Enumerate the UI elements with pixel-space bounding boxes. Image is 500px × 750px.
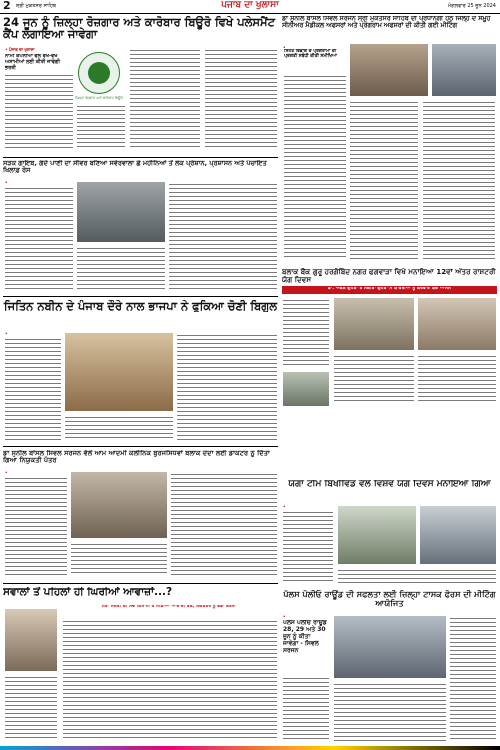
body-text — [283, 510, 333, 584]
body-text — [177, 333, 277, 441]
body-text — [65, 415, 173, 441]
divider — [3, 296, 278, 297]
page-number: 2 — [3, 0, 11, 12]
yoga-photo — [334, 298, 414, 350]
article-pulse-polio — [282, 590, 497, 745]
headline: ਡਾ ਸੁਨੀਲ ਬਾਂਸਲ ਸਿਵਲ ਸਰਜਨ ਸ੍ਰੀ ਮੁਕਤਸਰ ਸਾਹਿਬ ਦੀ ਪ੍ਰਧਾਨਗੀ ਹੇਠ ਜਿਲ੍ਹੇ ਦੇ ਸਮੂਹ ਸੀਨੀਅਰ ਮੈਡੀਕਲ ਅਫਸਰਾਂ ਅਤੇ ਪ੍ਰੋਗਰਾਮ ਅਫਸਰਾਂ ਦੀ ਕੀਤੀ ਗਈ ਮੀਟਿੰਗ — [282, 16, 491, 29]
dateline: • — [5, 470, 8, 475]
body-text — [171, 472, 277, 576]
body-text — [169, 182, 277, 291]
article-civil-surgeon-meeting — [282, 16, 497, 266]
headline: ਸਵਾਲਾਂ ਤੋਂ ਪਹਿਲਾਂ ਹੀ ਘਿਰੀਆਂ ਆਵਾਜ਼ਾਂ...? — [3, 587, 173, 598]
dateline: • — [283, 504, 286, 509]
article-yoga-team — [282, 480, 497, 588]
subhead: ਸਿਹਤ ਵਿਭਾਗ ਦੇ ਪ੍ਰੋਗਰਾਮਾਂ ਦੀ ਪ੍ਰਗਤੀ ਸਬੰਧੀ ਕੀਤੀ ਸਮੀਖਿਆ — [284, 49, 337, 60]
body-text — [423, 100, 495, 260]
headline: ਡਾ ਸੁਨੀਲ ਬਾਂਸਲ ਸਿਵਲ ਸਰਜਨ ਵੱਲੋਂ ਆਮ ਆਦਮੀ ਕਲੀਨਿਕ ਬੁਰਜਸਿਧਵਾਂ ਬਲਾਕ ਦੋਦਾ ਲਈ ਡਾਕਟਰ ਨੂੰ ਦਿੱਤਾ ਗਿਆ ਨਿਯੁਕਤੀ ਪੱਤਰ — [3, 450, 270, 465]
body-text — [77, 246, 165, 291]
body-text — [283, 298, 329, 368]
meeting-photo — [432, 44, 496, 96]
headline: ਜਿਤਿਨ ਨਬੀਨ ਦੇ ਪੰਜਾਬ ਦੌਰੇ ਨਾਲ ਭਾਜਪਾ ਨੇ ਫੂਕਿਆ ਚੋਣੀ ਬਿਗੁਲ — [3, 300, 278, 313]
article-appointment-letter — [3, 450, 278, 580]
body-text — [284, 74, 346, 259]
dateline: • — [283, 614, 286, 619]
body-text — [334, 682, 446, 742]
body-text — [5, 73, 73, 148]
body-text — [5, 675, 57, 741]
subhead: ਡਾ. ਅਕਸ਼ ਗੁਪਤਾ ਤੇ ਸੰਗੀਤਾ ਗੁਪਤਾ ਨੇ ਯਾਤਰੀਆਂ ਨੂੰ ਕਰਵਾਏ ਯੋਗ ਆਸਨ — [328, 287, 451, 291]
body-text — [5, 186, 73, 291]
article-yoga-day-phagwara — [282, 268, 497, 478]
dateline: • ਪੰਜਾਬ ਦਾ ਖੁਲਾਸਾ — [5, 47, 35, 52]
headline: ਪੱਲਸ ਪੋਲੀਓ ਰਾਊਂਡ ਦੀ ਸਫਲਤਾ ਲਈ ਜ਼ਿਲ੍ਹਾ ਟਾਸਕ ਫੋਰਸ ਦੀ ਮੀਟਿੰਗ ਆਯੋਜਿਤ — [283, 590, 496, 608]
article-editorial — [3, 587, 278, 745]
body-text — [5, 476, 67, 576]
road-photo — [77, 182, 165, 242]
body-text — [418, 354, 496, 404]
logo-caption: ਜ਼ਿਲ੍ਹਾ ਰੋਜ਼ਗਾਰ ਅਤੇ ਕਾਰੋਬਾਰ ਬਿਊਰੋ — [75, 96, 123, 100]
masthead-left-label: ਸ਼੍ਰੀ ਮੁਕਤਸਰ ਸਾਹਿਬ — [16, 3, 57, 9]
masthead-title: ਪੰਜਾਬ ਦਾ ਖੁਲਾਸਾ — [221, 1, 279, 10]
yoga-team-photo — [420, 506, 496, 564]
dateline: • — [5, 180, 8, 185]
body-text — [77, 104, 125, 148]
body-text — [205, 48, 277, 148]
subhead: ਸੱਤਾ ਮੰਗਣੀ ਦੀ ਸੋਚ ਕਿਸਾਨੀ ਤੋਂ ਮੀਡੀਆ ਆਜ਼ਾਦੀ ਤੱਕ, ਲੋਕਤੰਤਰ ਨੂੰ ਵੱਡਾ ਖ਼ਤਰਾ — [101, 605, 237, 609]
headline: ਸੜਕ ਗਾਇਬ, ਗੰਦੇ ਪਾਣੀ ਦਾ ਸੀਵਰ ਬਣਿਆ ਸਵੇਰਵਾਲਾ ਛੇ ਮਹੀਨਿਆਂ ਤੋਂ ਲੋਕ ਪ੍ਰੇਸ਼ਾਨ, ਪ੍ਰਸ਼ਾਸਨ ਅਤੇ ਪੰਚਾਇਤ ਖਿਲਾਫ਼ ਰੋਸ — [3, 160, 267, 174]
body-text — [350, 100, 418, 260]
meeting-photo — [350, 44, 428, 96]
divider — [3, 157, 278, 158]
body-text — [283, 676, 329, 742]
yoga-photo — [283, 372, 329, 406]
article-road-sewer — [3, 160, 278, 295]
divider — [3, 583, 278, 584]
author-photo — [5, 609, 57, 671]
yoga-photo — [418, 298, 496, 350]
body-text — [63, 619, 277, 741]
headline: ਯੋਗਾ ਟੀਮ ਬਿੱਖੀਵਿੰਡ ਵੱਲੋਂ ਵਿਸ਼ਵ ਯੋਗ ਦਿਵਸ ਮਨਾਇਆ ਗਿਆ — [288, 480, 491, 489]
bottom-color-strip — [0, 746, 500, 750]
polio-meeting-photo — [334, 616, 446, 678]
dateline: • — [5, 331, 8, 336]
article-placement-camp — [3, 16, 278, 156]
subhead: ਨਾਮੀ ਕੰਪਨੀਆਂ ਵੱਲੋਂ ਵੱਖ-ਵੱਖ ਅਸਾਮੀਆਂ ਲਈ ਕੀਤੀ ਜਾਵੇਗੀ ਭਰਤੀ — [5, 54, 60, 71]
headline: 24 ਜੂਨ ਨੂੰ ਜ਼ਿਲ੍ਹਾ ਰੋਜ਼ਗਾਰ ਅਤੇ ਕਾਰੋਬਾਰ ਬਿਊਰੋ ਵਿਖੇ ਪਲੇਸਮੈਂਟ ਕੈਂਪ ਲਗਾਇਆ ਜਾਵੇਗਾ — [3, 16, 275, 41]
employment-bureau-logo — [78, 52, 120, 94]
body-text — [334, 354, 414, 404]
body-text — [5, 337, 61, 441]
body-text — [450, 616, 496, 742]
body-text — [338, 568, 496, 584]
masthead — [0, 0, 500, 14]
appointment-photo — [71, 472, 167, 538]
yoga-team-photo — [338, 506, 416, 564]
article-bjp-punjab-visit — [3, 300, 278, 445]
logo-inner — [88, 62, 110, 84]
dateline: • — [283, 45, 286, 50]
side-headline: ਪੱਲਸ ਪੋਲੀਓ ਰਾਊਂਡ 28, 29 ਅਤੇ 30 ਜੂਨ ਨੂੰ ਕੀਤਾ ਜਾਵੇਗਾ - ਸਿਵਲ ਸਰਜਨ — [283, 620, 327, 654]
divider — [3, 446, 278, 447]
body-text — [130, 48, 200, 148]
body-text — [71, 542, 167, 576]
headline: ਬਲਾਕ ਬੈਂਕ ਗੁਰੂ ਹਰਗੋਬਿੰਦ ਨਗਰ ਫਗਵਾੜਾ ਵਿਖੇ ਮਨਾਇਆ 12ਵਾਂ ਅੰਤਰ ਰਾਸ਼ਟਰੀ ਯੋਗ ਦਿਵਸ — [282, 268, 496, 284]
bjp-photo — [65, 333, 173, 411]
masthead-date: ਮੰਗਲਵਾਰ 25 ਜੂਨ 2024 — [447, 3, 496, 9]
